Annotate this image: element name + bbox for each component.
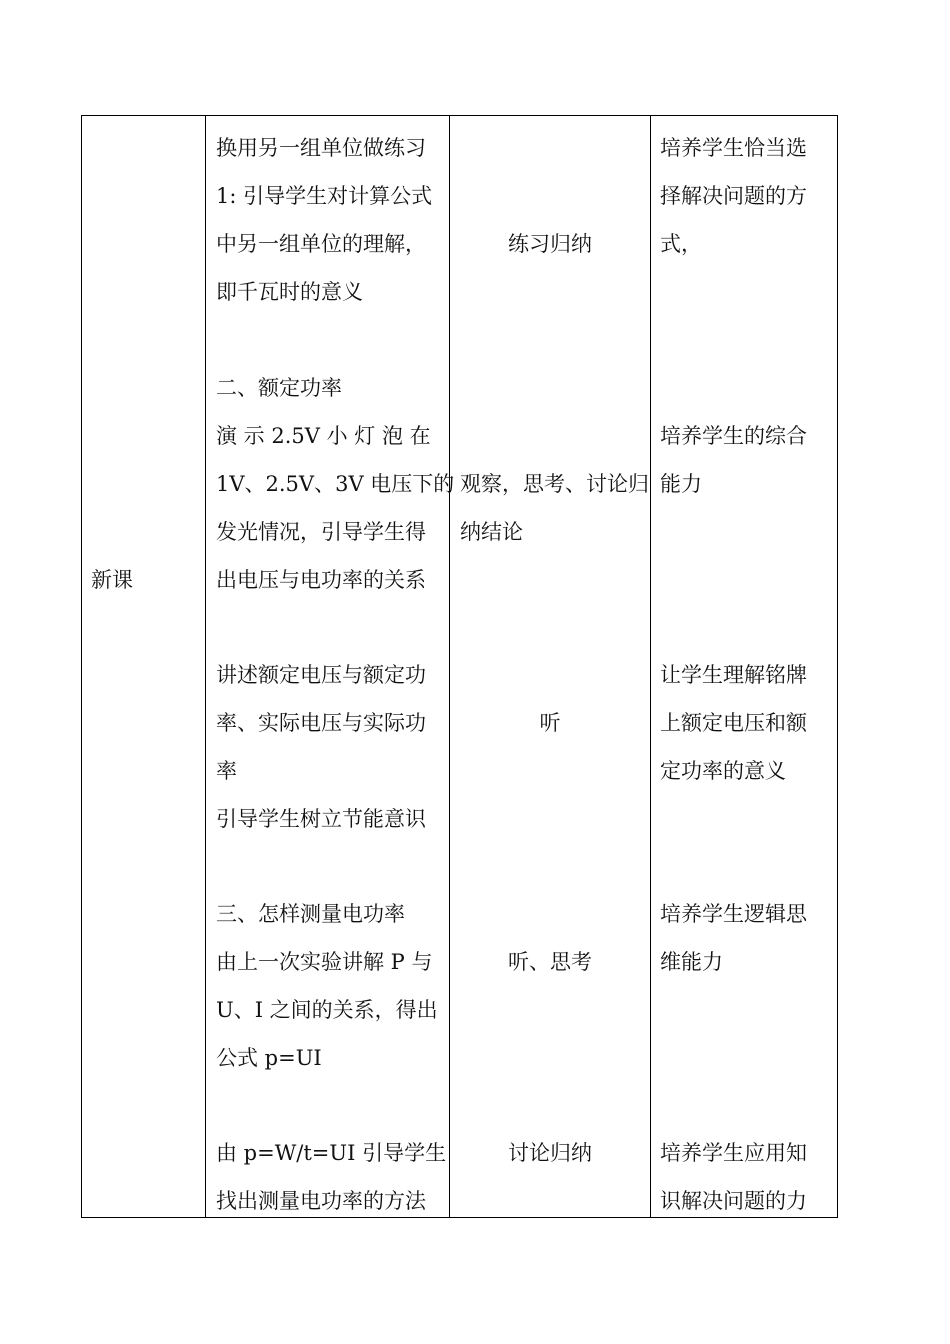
text-line: 讨论归纳	[508, 1141, 592, 1165]
text-line: 培养学生的综合	[660, 424, 807, 448]
text-line: 1: 引导学生对计算公式	[216, 184, 433, 208]
text-line: 纳结论	[460, 520, 523, 544]
text-line: 练习归纳	[508, 232, 592, 256]
row-5-content	[216, 1129, 446, 1225]
row-2-content	[216, 364, 454, 604]
column-divider	[205, 116, 206, 1217]
text-line: 让学生理解铭牌	[660, 663, 807, 687]
column-divider	[650, 116, 651, 1217]
row-1-goal	[660, 124, 807, 268]
text-line: 换用另一组单位做练习	[216, 136, 426, 160]
row-5-activity	[450, 1129, 650, 1177]
row-2-activity	[460, 460, 649, 556]
row-4-content	[216, 890, 438, 1082]
column-divider	[449, 116, 450, 1217]
lesson-plan-table	[81, 115, 838, 1218]
text-line: 讲述额定电压与额定功	[216, 663, 426, 687]
text-line: 定功率的意义	[660, 759, 786, 783]
text-line: 中另一组单位的理解，	[216, 232, 426, 256]
text-line: 能力	[660, 472, 702, 496]
text-line: 引导学生树立节能意识	[216, 807, 426, 831]
row-2-goal	[660, 412, 807, 508]
text-line: 1V、2.5V、3V 电压下的	[216, 472, 455, 496]
text-line: 演 示 2.5V 小 灯 泡 在	[216, 424, 431, 448]
text-line: 识解决问题的力	[660, 1189, 807, 1213]
text-line: 由 p=W/t=UI 引导学生	[216, 1141, 447, 1165]
text-line: 培养学生应用知	[660, 1141, 807, 1165]
text-line: 上额定电压和额	[660, 711, 807, 735]
text-line: 公式 p=UI	[216, 1046, 322, 1070]
text-line: 即千瓦时的意义	[216, 280, 363, 304]
text-line: 式，	[660, 232, 702, 256]
text-line: 听	[539, 711, 561, 735]
row-4-goal	[660, 890, 807, 986]
row-5-goal	[660, 1129, 807, 1225]
text-line: 出电压与电功率的关系	[216, 568, 426, 592]
text-line: 找出测量电功率的方法	[216, 1189, 426, 1213]
row-4-activity	[450, 938, 650, 986]
text-line: 三、怎样测量电功率	[216, 902, 405, 926]
row-1-content	[216, 124, 432, 316]
row-3-goal	[660, 651, 807, 795]
text-line: U、I 之间的关系，得出	[216, 998, 438, 1022]
text-line: 由上一次实验讲解 P 与	[216, 950, 433, 974]
row-1-activity	[450, 220, 650, 268]
section-label: 新课	[91, 568, 133, 592]
text-line: 发光情况，引导学生得	[216, 520, 426, 544]
text-line: 择解决问题的方	[660, 184, 807, 208]
text-line: 培养学生恰当选	[660, 136, 807, 160]
row-3-activity	[450, 699, 650, 747]
text-line: 率、实际电压与实际功	[216, 711, 426, 735]
text-line: 维能力	[660, 950, 723, 974]
text-line: 培养学生逻辑思	[660, 902, 807, 926]
row-3-content	[216, 651, 426, 843]
text-line: 率	[216, 759, 237, 783]
text-line: 二、额定功率	[216, 376, 342, 400]
text-line: 观察，思考、讨论归	[460, 472, 649, 496]
text-line: 听、思考	[508, 950, 592, 974]
